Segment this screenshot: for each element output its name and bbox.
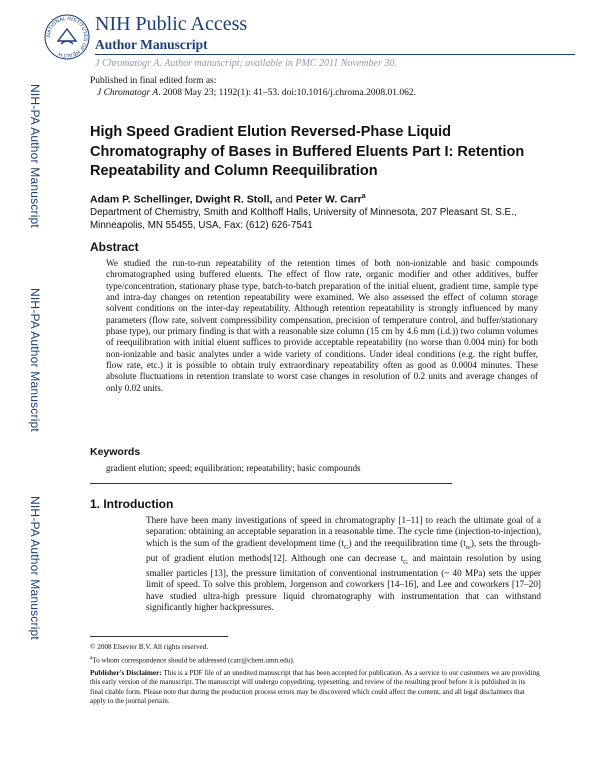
citation	[97, 88, 416, 98]
keywords-text: gradient elution; speed; equilibration; repeatability; basic compounds	[106, 463, 361, 473]
introduction-text	[146, 515, 541, 613]
authors	[90, 193, 366, 206]
authors-and: and	[275, 193, 293, 206]
availability-note: J Chromatogr A. Author manuscript; available in PMC 2011 November 30.	[95, 58, 397, 69]
keywords-heading: Keywords	[90, 446, 141, 458]
abstract-text: We studied the run-to-run repeatability of the retention times of both non-ionizable and basic compounds chromatographed using buffered eluents. The effect of flow rate, organic modifier and other additives, buffer type/concentration, stationary phase type, batch-to-batch preparation of the initial eluent, gradient time, sample type and intra-day changes on retention repeatability were examined. We also assessed the effect of column storage solvent conditions on the inter-day repeatability. Although retention repeatability is strongly influenced by many parameters (flow rate, solvent compressibility compensation, precision of temperature control, and buffer/stationary phase type), our primary finding is that with a reasonable size column (15 cm by 4.6 mm (i.d.)) two column volumes of reequilibration with initial eluent suffices to provide acceptable repeatability (no worse than 0.004 min) for both non-ionizable and basic analytes under a wide variety of conditions. Under ideal conditions (e.g. the right buffer, flow rate, etc.) it is possible to obtain truly extraordinary repeatability often as good as 0.0004 minutes. These absolute fluctuations in retention translate to worst case changes in resolution of 0.2 units and average changes of only 0.02 units.	[106, 258, 538, 393]
header-divider	[95, 54, 575, 55]
subscript-g-2: G	[403, 558, 408, 566]
logo-ring-text: NATIONAL INSTITUTES OF HEALTH	[45, 15, 89, 59]
publisher-disclaimer	[90, 669, 540, 707]
nih-public-access-title: NIH Public Access	[95, 13, 248, 35]
keywords-divider	[90, 483, 452, 484]
nih-logo	[44, 14, 90, 60]
authors-last: Peter W. Carr	[295, 193, 362, 206]
correspondence-note	[90, 656, 295, 664]
side-watermark-1: NIH-PA Author Manuscript	[28, 84, 42, 228]
intro-part-4: and maintain resolution by using smaller particles [13], the pressure limitation of conventional instrumentation (~ 40 MPa) sets the upper limit of speed. To solve this problem, Jorgenson and coworkers [14–16], and Lee and coworkers [17–20] have studied ultra-high pressure liquid chromatography with instrumentation that can withstand significantly higher backpressures.	[146, 552, 541, 613]
introduction-heading: 1. Introduction	[90, 497, 174, 511]
paper-title: High Speed Gradient Elution Reversed-Phase Liquid Chromatography of Bases in Buffered Eluents Part I: Retention Repeatability and Column Reequilibration	[90, 124, 525, 179]
correspondence-text: To whom correspondence should be addressed (carr@chem.umn.edu).	[92, 656, 295, 665]
author-manuscript-label: Author Manuscript	[95, 37, 208, 52]
copyright-note: © 2008 Elsevier B.V. All rights reserved.	[90, 643, 209, 651]
author-footnote-marker: a	[361, 193, 366, 200]
citation-journal: J Chromatogr A	[97, 88, 159, 98]
disclaimer-label: Publisher's Disclaimer:	[90, 669, 162, 677]
authors-first: Adam P. Schellinger, Dwight R. Stoll,	[90, 193, 273, 206]
side-watermark-3: NIH-PA Author Manuscript	[28, 496, 42, 640]
footnote-divider	[90, 636, 228, 637]
svg-text:NATIONAL INSTITUTES OF HEALTH	[46, 16, 88, 58]
affiliation: Department of Chemistry, Smith and Kolthoff Halls, University of Minnesota, 207 Pleasant St. S.E., Minneapolis, MN 55455, USA, Fax: (612) 626-7541	[90, 207, 517, 231]
intro-part-2: ) and the reequilibration time (t	[348, 537, 466, 548]
subscript-re: re	[465, 543, 471, 551]
published-label: Published in final edited form as:	[90, 76, 217, 86]
abstract-heading: Abstract	[90, 240, 139, 254]
disclaimer-text: This is a PDF file of an unedited manuscript that has been accepted for publication. As a service to our customers we are providing this early version of the manuscript. The manuscript will undergo copyediting, typesetting, and review of the resulting proof before it is published in its final citable form. Please note that during the production process errors may be discovered which could affect the content, and all legal disclaimers that apply to the journal pertain.	[90, 669, 540, 706]
side-watermark-2: NIH-PA Author Manuscript	[28, 288, 42, 432]
intro-part-3: ), sets the through-put of gradient elution methods[12]. Although one can decrease t	[146, 537, 542, 563]
subscript-g: G	[343, 543, 349, 551]
citation-details: . 2008 May 23; 1192(1): 41–53. doi:10.1016/j.chroma.2008.01.062.	[158, 88, 416, 98]
correspondence-marker: a	[90, 656, 93, 661]
intro-part-1: There have been many investigations of speed in chromatography [1–11] to reach the ultimate goal of a separation: obtaining an acceptable separation in a reasonable time. The cycle time (injection-to-injection), which is the sum of the gradient development time (t	[146, 515, 541, 548]
